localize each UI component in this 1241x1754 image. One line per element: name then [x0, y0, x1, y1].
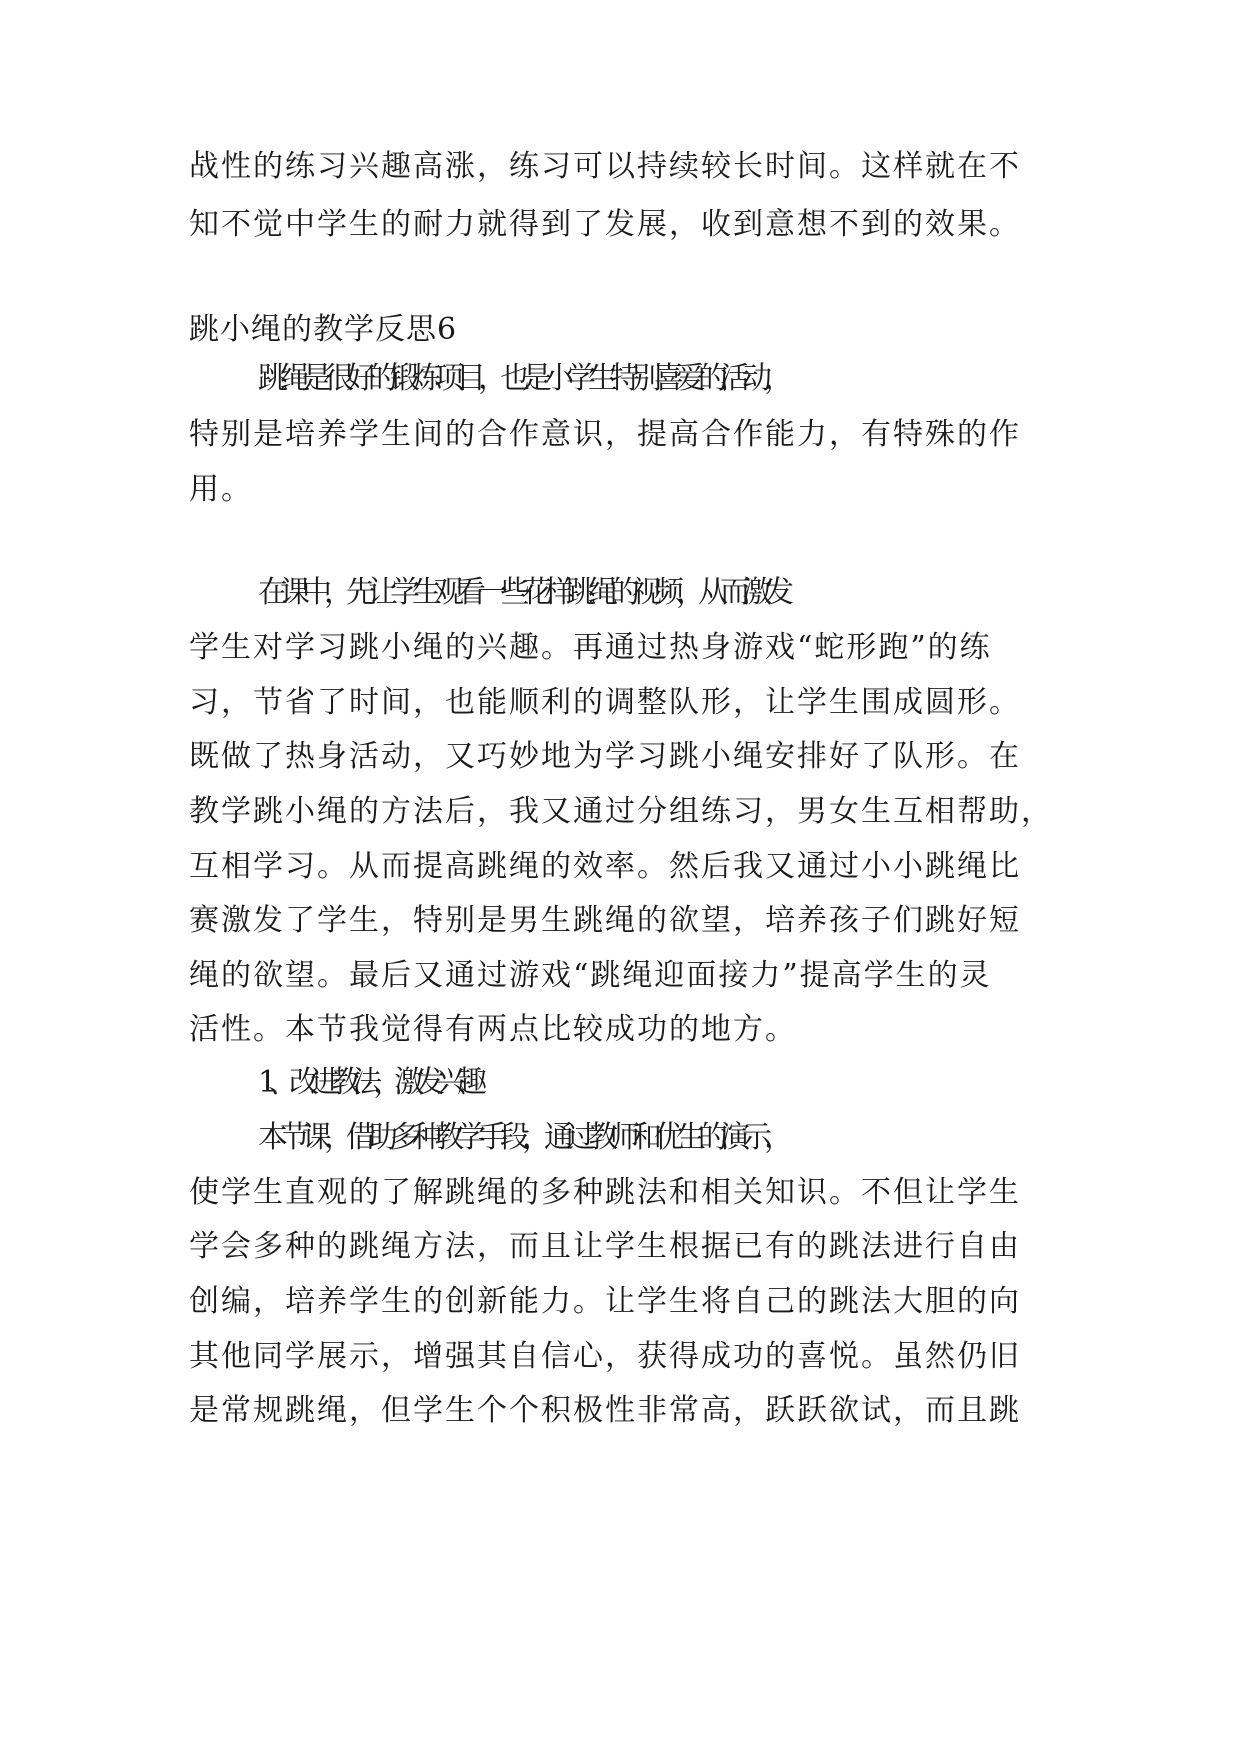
paragraph-line: 知不觉中学生的耐力就得到了发展，收到意想不到的效果。 [189, 207, 1021, 242]
paragraph-line: 绳的欲望。最后又通过游戏“跳绳迎面接力”提高学生的灵 [189, 958, 992, 993]
paragraph-line: 赛激发了学生，特别是男生跳绳的欲望，培养孩子们跳好短 [189, 903, 1021, 938]
paragraph-line: 是常规跳绳，但学生个个积极性非常高，跃跃欲试，而且跳 [189, 1393, 1021, 1428]
paragraph-line: 学生对学习跳小绳的兴趣。再通过热身游戏“蛇形跑”的练 [189, 630, 992, 665]
subsection-heading: 1、改进教法，激发兴趣 [258, 1065, 479, 1100]
section-heading: 跳小绳的教学反思6 [189, 312, 458, 347]
paragraph-line: 在课中，先让学生观看一些花样跳绳的视频，从而激发 [258, 575, 786, 610]
paragraph-line: 特别是培养学生间的合作意识，提高合作能力，有特殊的作 [189, 417, 1021, 452]
paragraph-line: 学会多种的跳绳方法，而且让学生根据已有的跳法进行自由 [189, 1229, 1021, 1264]
paragraph-line: 使学生直观的了解跳绳的多种跳法和相关知识。不但让学生 [189, 1175, 1021, 1210]
paragraph-line: 本节课，借助多种教学手段，通过教师和优生的演示， [258, 1120, 786, 1155]
paragraph-line: 活性。本节我觉得有两点比较成功的地方。 [189, 1012, 797, 1047]
paragraph-line: 战性的练习兴趣高涨，练习可以持续较长时间。这样就在不 [189, 149, 1021, 184]
paragraph-line: 既做了热身活动，又巧妙地为学习跳小绳安排好了队形。在 [189, 739, 1021, 774]
paragraph-line: 其他同学展示，增强其自信心，获得成功的喜悦。虽然仍旧 [189, 1339, 1021, 1374]
paragraph-line: 习，节省了时间，也能顺利的调整队形，让学生围成圆形。 [189, 685, 1021, 720]
paragraph-line: 互相学习。从而提高跳绳的效率。然后我又通过小小跳绳比 [189, 849, 1021, 884]
paragraph-line: 创编，培养学生的创新能力。让学生将自己的跳法大胆的向 [189, 1284, 1021, 1319]
paragraph-line: 跳绳是很好的锻炼项目，也是小学生特别喜爱的活动， [258, 361, 786, 396]
paragraph-line: 教学跳小绳的方法后，我又通过分组练习，男女生互相帮助， [189, 794, 1053, 829]
paragraph-line: 用。 [189, 472, 253, 507]
